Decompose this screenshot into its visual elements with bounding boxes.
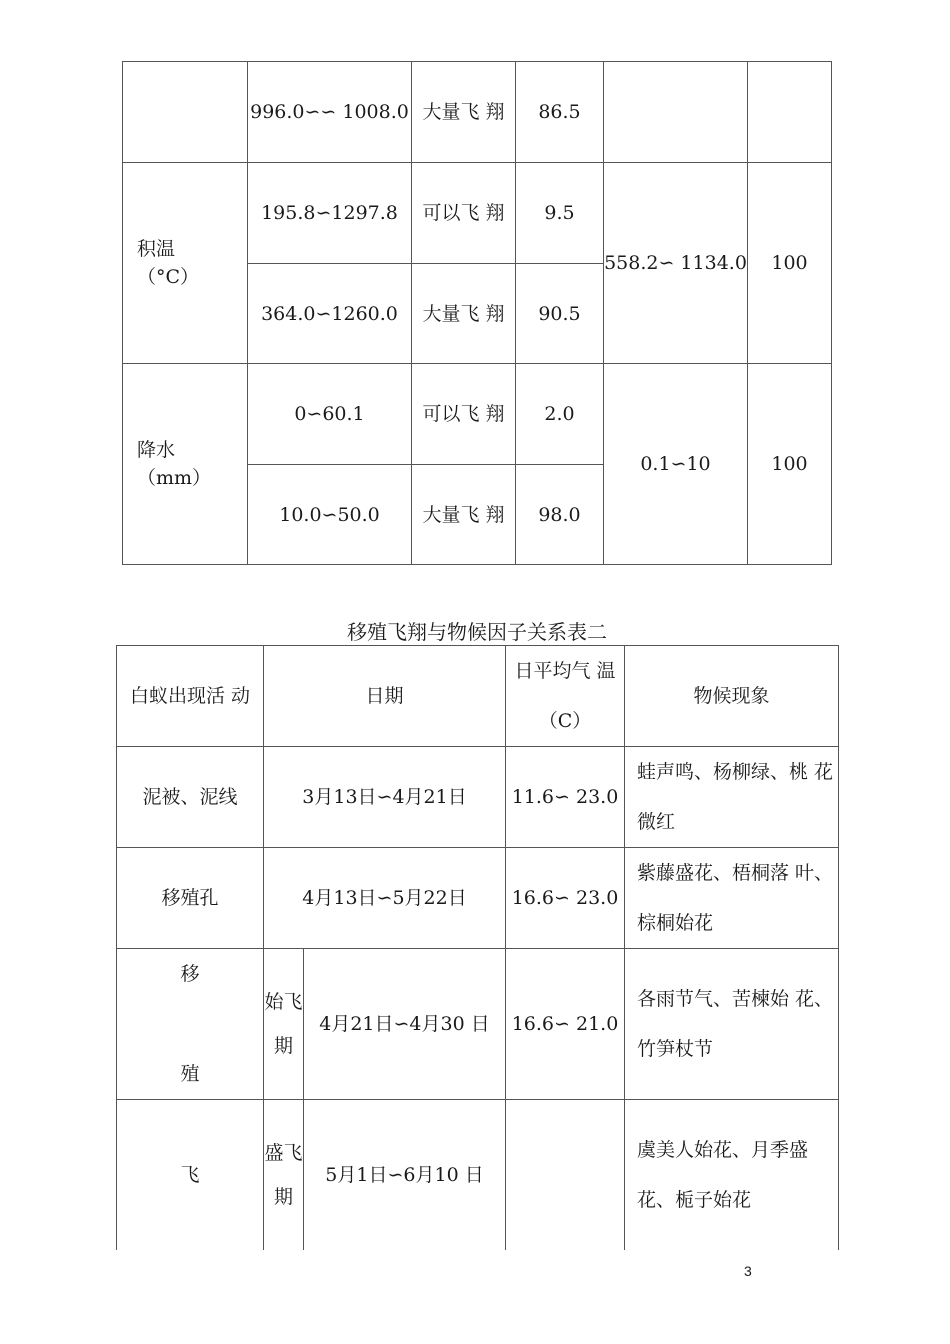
table-caption: 移殖飞翔与物候因子关系表二 xyxy=(347,620,607,644)
flight-climate-table-1 xyxy=(122,61,832,565)
activity-char-gap xyxy=(117,999,263,1049)
pct-cell: 98.0 xyxy=(516,465,604,565)
pct-cell: 2.0 xyxy=(516,364,604,465)
factor-temp-unit: （°C） xyxy=(137,266,200,288)
header-activity: 白蚁出现活 动 xyxy=(117,646,264,747)
activity-char: 殖 xyxy=(180,1063,200,1085)
date-cell: 4月21日∽4月30 日 xyxy=(304,949,506,1100)
range-cell: 10.0∽50.0 xyxy=(248,465,412,565)
range-cell: 0∽60.1 xyxy=(248,364,412,465)
temp-cell: 16.6∽ 23.0 xyxy=(506,848,625,949)
period-cell: 盛飞期 xyxy=(264,1100,304,1250)
phenology-cell: 紫藤盛花、梧桐落 叶、棕桐始花 xyxy=(625,848,839,949)
header-date: 日期 xyxy=(264,646,506,747)
total-pct-cell: 100 xyxy=(748,364,832,565)
total-range-cell: 0.1∽10 xyxy=(604,364,748,565)
activity-chars-cell xyxy=(117,949,264,1100)
factor-rain-unit: （mm） xyxy=(137,467,212,489)
total-range-cell xyxy=(604,62,748,163)
flight-cell: 可以飞 翔 xyxy=(412,364,516,465)
flight-cell: 大量飞 翔 xyxy=(412,465,516,565)
flight-cell: 大量飞 翔 xyxy=(412,264,516,364)
factor-rain-name: 降水 xyxy=(137,439,176,461)
range-cell: 996.0∽∽ 1008.0 xyxy=(248,62,412,163)
range-cell: 195.8∽1297.8 xyxy=(248,163,412,264)
activity-cell: 泥被、泥线 xyxy=(117,747,264,848)
flight-phenology-table-2 xyxy=(116,645,839,1250)
pct-cell: 90.5 xyxy=(516,264,604,364)
phenology-cell: 蛙声鸣、杨柳绿、桃 花微红 xyxy=(625,747,839,848)
total-pct-cell: 100 xyxy=(748,163,832,364)
phenology-cell: 各雨节气、苦楝始 花、竹笋杖节 xyxy=(625,949,839,1100)
pct-cell: 9.5 xyxy=(516,163,604,264)
factor-cell-continued xyxy=(123,62,248,163)
header-phenology: 物候现象 xyxy=(625,646,839,747)
period-cell: 始飞期 xyxy=(264,949,304,1100)
pct-cell: 86.5 xyxy=(516,62,604,163)
flight-cell: 可以飞 翔 xyxy=(412,163,516,264)
factor-temp-name: 积温 xyxy=(137,238,176,260)
date-cell: 5月1日∽6月10 日 xyxy=(304,1100,506,1250)
date-cell: 3月13日∽4月21日 xyxy=(264,747,506,848)
activity-char: 移 xyxy=(180,963,200,985)
temp-cell: 11.6∽ 23.0 xyxy=(506,747,625,848)
range-cell: 364.0∽1260.0 xyxy=(248,264,412,364)
page-number: 3 xyxy=(744,1263,752,1279)
flight-cell: 大量飞 翔 xyxy=(412,62,516,163)
temp-cell: 16.6∽ 21.0 xyxy=(506,949,625,1100)
total-pct-cell xyxy=(748,62,832,163)
header-temp: 日平均气 温（C） xyxy=(506,646,625,747)
activity-char: 飞 xyxy=(117,1100,264,1250)
factor-rain xyxy=(123,364,248,565)
total-range-cell: 558.2∽ 1134.0 xyxy=(604,163,748,364)
temp-cell xyxy=(506,1100,625,1250)
phenology-cell: 虞美人始花、月季盛 花、栀子始花 xyxy=(625,1100,839,1250)
activity-cell: 移殖孔 xyxy=(117,848,264,949)
factor-temp xyxy=(123,163,248,364)
date-cell: 4月13日∽5月22日 xyxy=(264,848,506,949)
